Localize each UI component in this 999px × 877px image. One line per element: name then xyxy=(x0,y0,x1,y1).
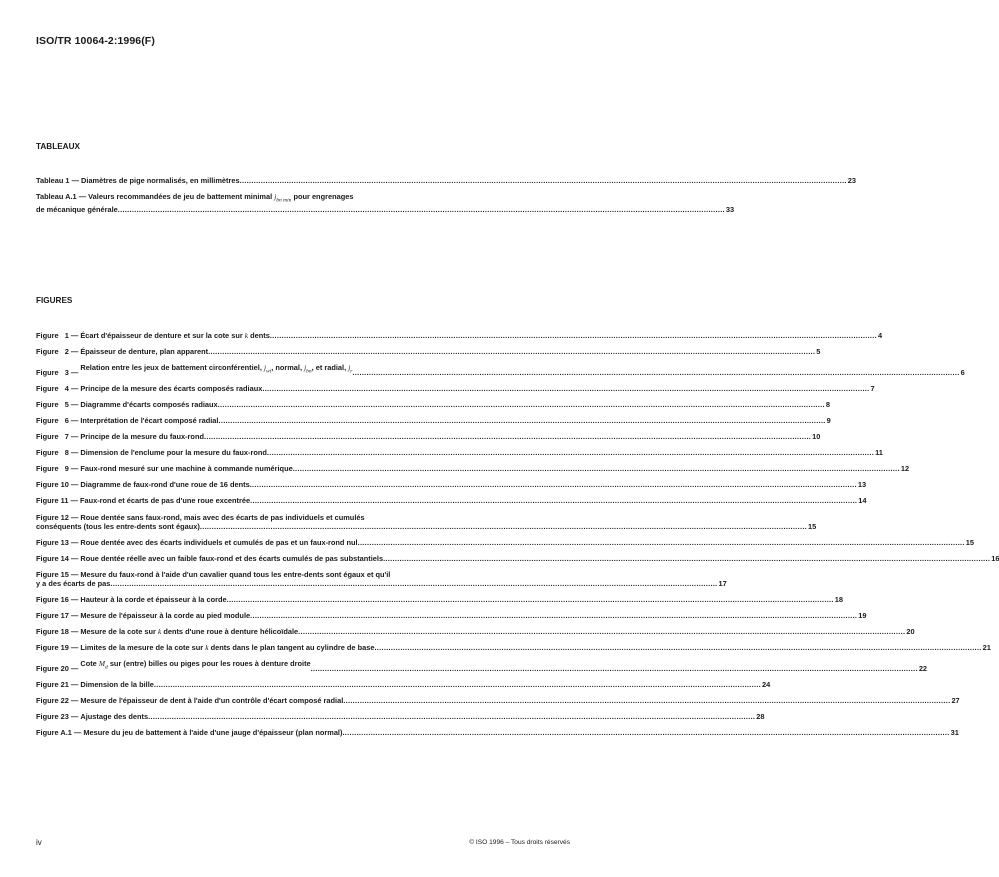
toc-figures xyxy=(36,331,999,744)
entry-title xyxy=(80,595,226,604)
footer-page-number: iv xyxy=(36,838,42,847)
dot-leader xyxy=(311,664,918,673)
entry-text-part: Roue dentée réelle avec un faible faux-rond et des écarts cumulés de pas substantiels xyxy=(80,553,384,563)
entry-text-part: Valeurs recommandées de jeu de battement minimal xyxy=(88,192,275,201)
dot-leader xyxy=(374,643,981,652)
entry-text-part: Faux-rond et écarts de pas d'une roue excentrée xyxy=(79,496,251,506)
entry-text-part: dents d'une roue à denture hélicoïdale xyxy=(161,627,299,637)
entry-text-part: , normal, xyxy=(271,363,305,373)
entry-text-part: Relation entre les jeux de battement circonférentiel, xyxy=(80,363,264,373)
entry-text-part: Roue dentée avec des écarts individuels et cumulés de pas et un faux-rond nul xyxy=(80,537,358,547)
toc-entry[interactable] xyxy=(36,464,910,474)
entry-title xyxy=(80,659,310,672)
page-number: 28 xyxy=(756,712,765,721)
entry-title xyxy=(81,176,240,185)
entry-label: Figure 22 — xyxy=(36,695,81,705)
entry-text-part: Limites de la mesure de la cote sur xyxy=(80,643,206,653)
document-id: ISO/TR 10064-2:1996(F) xyxy=(36,35,155,47)
entry-text-part: Principe de la mesure des écarts composés radiaux xyxy=(80,383,263,393)
entry-text-part: Principe de la mesure du faux-rond xyxy=(80,432,204,442)
entry-label: Figure 1 — xyxy=(36,331,81,340)
entry-text-part: dents dans le plan tangent au cylindre de base xyxy=(208,643,375,653)
entry-text-part: dents xyxy=(248,331,270,340)
toc-entry[interactable] xyxy=(36,347,821,357)
entry-title xyxy=(88,192,354,204)
entry-title xyxy=(83,728,342,737)
page-number: 15 xyxy=(965,537,974,547)
entry-title xyxy=(80,611,250,620)
dot-leader xyxy=(200,522,807,531)
toc-entry[interactable] xyxy=(36,399,830,409)
math-subscript: d xyxy=(105,664,108,671)
page-number: 16 xyxy=(991,553,999,563)
math-symbol: j xyxy=(263,363,267,373)
page-number: 8 xyxy=(825,399,830,409)
entry-text-part: Diamètres de pige normalisés, en millimètres xyxy=(81,176,240,185)
dot-leader xyxy=(208,347,815,356)
dot-leader xyxy=(250,496,857,505)
toc-entry[interactable] xyxy=(36,432,821,442)
dot-leader xyxy=(352,368,959,377)
entry-text-part: Mesure de l'épaisseur à la corde au pied module xyxy=(80,610,251,620)
entry-label: Figure 3 — xyxy=(36,367,81,377)
entry-title-continuation: de mécanique générale xyxy=(36,205,118,215)
entry-title-continuation: y a des écarts de pas xyxy=(36,578,111,588)
math-subscript: bn min xyxy=(276,197,292,204)
section-title-tableaux: TABLEAUX xyxy=(36,142,80,151)
entry-label: Figure 12 — xyxy=(36,512,81,522)
entry-title xyxy=(80,696,343,705)
dot-leader xyxy=(218,416,825,425)
entry-text-part: Faux-rond mesuré sur une machine à commande numérique xyxy=(80,464,293,474)
page-number: 15 xyxy=(808,521,817,531)
page-number: 10 xyxy=(812,432,821,442)
toc-entry[interactable] xyxy=(36,712,765,721)
page-number: 20 xyxy=(906,627,915,637)
toc-entry[interactable] xyxy=(36,512,817,531)
entry-text-part: Diagramme de faux-rond d'une roue de 16 dents xyxy=(80,480,250,490)
dot-leader xyxy=(227,595,834,604)
entry-title xyxy=(80,416,218,425)
page-number: 4 xyxy=(878,331,883,340)
entry-text-part: Épaisseur de denture, plan apparent xyxy=(80,347,209,357)
entry-title xyxy=(80,432,204,441)
dot-leader xyxy=(342,728,949,737)
toc-entry[interactable] xyxy=(36,679,771,689)
entry-label: Figure 20 — xyxy=(36,663,81,673)
entry-title xyxy=(80,363,352,376)
entry-label: Figure 6 — xyxy=(36,415,81,425)
page-number: 23 xyxy=(847,176,857,185)
dot-leader xyxy=(358,538,965,547)
entry-text-part: Mesure de l'épaisseur de dent à l'aide d'un contrôle d'écart composé radial xyxy=(80,695,344,705)
math-symbol: j xyxy=(304,363,307,373)
page-number: 7 xyxy=(870,383,875,393)
entry-title xyxy=(80,448,267,457)
toc-entry[interactable] xyxy=(36,537,974,547)
dot-leader xyxy=(218,400,825,409)
page-number: 19 xyxy=(858,610,867,620)
dot-leader xyxy=(262,384,869,393)
page-number: 22 xyxy=(918,663,928,673)
entry-label: Tableau A.1 — xyxy=(36,192,89,201)
entry-label: Figure 10 — xyxy=(36,480,81,490)
entry-label: Figure 4 — xyxy=(36,383,81,393)
toc-entry[interactable] xyxy=(36,331,883,340)
entry-label: Tableau 1 — xyxy=(36,176,82,185)
dot-leader xyxy=(240,176,847,185)
entry-label: Figure 13 — xyxy=(36,537,81,547)
dot-leader xyxy=(148,712,755,721)
page-number: 18 xyxy=(834,594,843,604)
entry-title xyxy=(80,384,262,393)
page-number: 11 xyxy=(875,448,883,458)
entry-label: Figure 2 — xyxy=(36,347,81,357)
toc-entry[interactable] xyxy=(36,569,727,588)
entry-label: Figure 16 — xyxy=(36,594,81,604)
page-number: 6 xyxy=(960,367,965,377)
entry-label: Figure 11 — xyxy=(36,496,80,506)
dot-leader xyxy=(270,331,877,340)
page-number: 9 xyxy=(826,415,831,425)
page-number: 12 xyxy=(900,464,910,474)
dot-leader xyxy=(293,464,900,473)
entry-title xyxy=(80,554,383,563)
math-symbol: k xyxy=(205,643,209,653)
entry-text-part: pour engrenages xyxy=(291,192,354,201)
math-symbol: j xyxy=(274,192,277,201)
entry-text-part: Dimension de la bille xyxy=(80,679,154,689)
section-title-figures: FIGURES xyxy=(36,296,73,305)
dot-leader xyxy=(383,554,990,563)
page-number: 17 xyxy=(718,578,727,588)
entry-title xyxy=(80,400,217,409)
entry-label: Figure 14 — xyxy=(36,553,81,563)
entry-label: Figure 21 — xyxy=(36,679,81,689)
entry-label: Figure 23 — xyxy=(36,712,81,721)
page-number: 14 xyxy=(858,496,867,506)
dot-leader xyxy=(154,680,761,689)
entry-text-part: Écart d'épaisseur de denture et sur la cote sur xyxy=(80,331,245,340)
entry-label: Figure 5 — xyxy=(36,399,81,409)
entry-text-part: Mesure du jeu de battement à l'aide d'une jauge d'épaisseur (plan normal) xyxy=(83,728,343,738)
dot-leader xyxy=(343,696,950,705)
toc-entry[interactable] xyxy=(36,176,857,185)
page-number: 5 xyxy=(816,347,821,357)
math-symbol: k xyxy=(244,331,249,340)
entry-title xyxy=(80,643,374,652)
entry-text-part: Hauteur à la corde et épaisseur à la corde xyxy=(80,594,227,604)
entry-title xyxy=(80,464,292,473)
toc-entry[interactable] xyxy=(36,659,928,673)
toc-entry[interactable] xyxy=(36,728,959,738)
math-symbol: j xyxy=(348,363,351,373)
entry-title xyxy=(80,712,148,721)
entry-label: Figure A.1 — xyxy=(36,728,84,738)
entry-label: Figure 18 — xyxy=(36,627,81,637)
entry-title xyxy=(80,680,154,689)
dot-leader xyxy=(250,611,857,620)
entry-text-part: Mesure de la cote sur xyxy=(80,627,158,637)
page-number: 27 xyxy=(951,695,960,705)
entry-title xyxy=(80,570,390,579)
toc-entry[interactable] xyxy=(36,594,843,604)
toc-entry[interactable] xyxy=(36,496,867,506)
toc-entry[interactable] xyxy=(36,553,999,563)
entry-title xyxy=(80,480,249,489)
entry-title xyxy=(80,496,250,505)
entry-text-part: Cote xyxy=(80,659,99,669)
entry-label: Figure 17 — xyxy=(36,610,81,620)
toc-entry[interactable] xyxy=(36,363,965,377)
math-subscript: wt xyxy=(266,368,272,375)
entry-title xyxy=(80,331,269,340)
entry-text-part: Dimension de l'enclume pour la mesure du faux-rond xyxy=(80,448,267,458)
entry-title-continuation: conséquents (tous les entre-dents sont égaux) xyxy=(36,521,200,531)
entry-title xyxy=(80,627,298,636)
entry-label: Figure 15 — xyxy=(36,569,81,579)
entry-text-part: Interprétation de l'écart composé radial xyxy=(80,415,219,425)
toc-tableaux xyxy=(36,176,857,221)
entry-title xyxy=(80,538,357,547)
page-number: 33 xyxy=(725,205,735,215)
entry-title xyxy=(80,513,364,522)
toc-entry[interactable] xyxy=(36,448,883,458)
dot-leader xyxy=(118,205,725,214)
toc-entry[interactable] xyxy=(36,192,735,215)
entry-label: Figure 8 — xyxy=(36,448,81,458)
page-number: 31 xyxy=(950,728,959,738)
footer-copyright: © ISO 1996 – Tous droits réservés xyxy=(469,839,570,846)
math-subscript: r xyxy=(350,368,353,375)
entry-label: Figure 7 — xyxy=(36,432,81,442)
page-number: 13 xyxy=(857,480,867,490)
math-symbol: k xyxy=(158,627,162,637)
entry-title xyxy=(80,347,208,356)
entry-label: Figure 19 — xyxy=(36,643,81,653)
entry-text-part: , et radial, xyxy=(311,363,349,373)
toc-entry[interactable] xyxy=(36,643,991,653)
toc-entry[interactable] xyxy=(36,695,960,705)
page-number: 21 xyxy=(982,643,991,653)
entry-text-part: sur (entre) billes ou piges pour les roues à denture droite xyxy=(107,659,311,669)
toc-entry[interactable] xyxy=(36,610,867,620)
dot-leader xyxy=(110,579,717,588)
toc-entry[interactable] xyxy=(36,415,831,425)
toc-entry[interactable] xyxy=(36,627,915,637)
math-subscript: bn xyxy=(306,368,312,375)
entry-text-part: Mesure du faux-rond à l'aide d'un cavalier quand tous les entre-dents sont égaux et qu'il xyxy=(80,569,391,579)
toc-entry[interactable] xyxy=(36,480,867,490)
entry-text-part: Ajustage des dents xyxy=(80,712,149,721)
entry-text-part: Roue dentée sans faux-rond, mais avec des écarts de pas individuels et cumulés xyxy=(80,512,365,522)
toc-entry[interactable] xyxy=(36,383,875,393)
page-number: 24 xyxy=(762,679,771,689)
dot-leader xyxy=(250,480,857,489)
dot-leader xyxy=(267,448,874,457)
math-symbol: M xyxy=(98,659,106,669)
entry-text-part: Diagramme d'écarts composés radiaux xyxy=(80,399,218,409)
entry-label: Figure 9 — xyxy=(36,464,81,474)
dot-leader xyxy=(204,432,811,441)
dot-leader xyxy=(298,627,905,636)
